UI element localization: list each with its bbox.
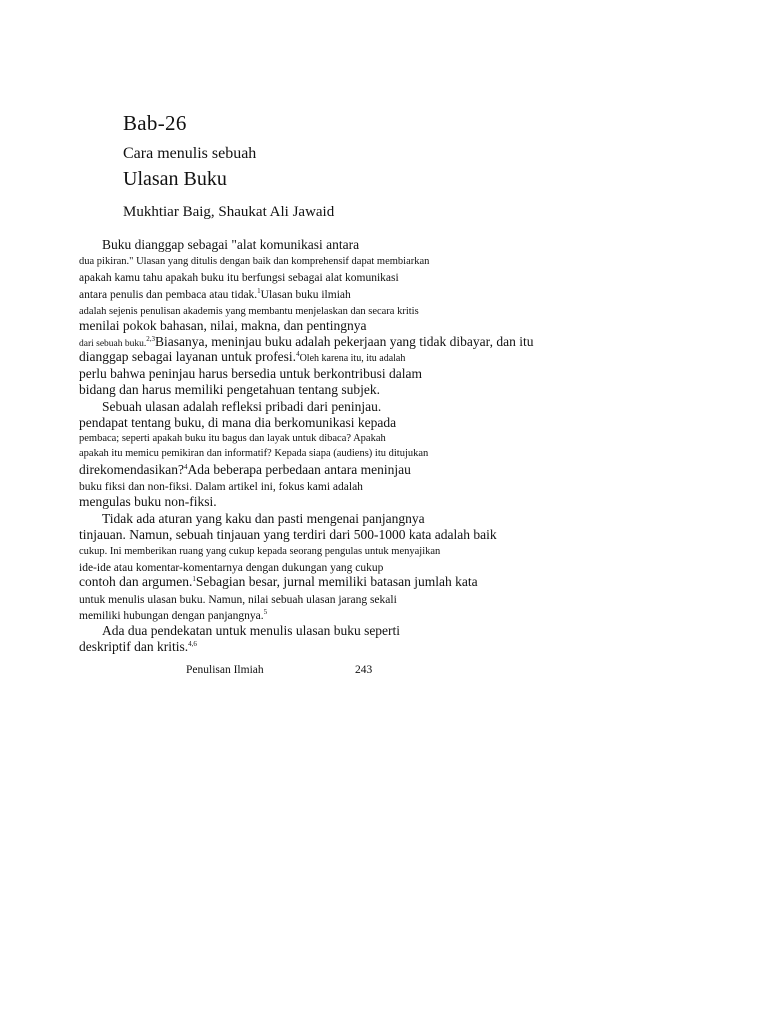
- body-line: dua pikiran." Ulasan yang ditulis dengan baik dan komprehensif dapat membiarkan: [79, 256, 430, 267]
- body-line: antara penulis dan pembaca atau tidak.$^1$Ulasan buku ilmiah: [79, 287, 351, 301]
- body-line: ide-ide atau komentar-komentarnya dengan dukungan yang cukup: [79, 562, 384, 574]
- body-line: perlu bahwa peninjau harus bersedia untuk berkontribusi dalam: [79, 366, 423, 381]
- body-line: apakah itu memicu pemikiran dan informatif? Kepada siapa (audiens) itu ditujukan: [79, 448, 429, 459]
- footer-journal-name: Penulisan Ilmiah: [186, 664, 264, 676]
- citation: 4: [183, 463, 188, 471]
- body-line: pembaca; seperti apakah buku itu bagus dan layak untuk dibaca? Apakah: [79, 433, 386, 444]
- citation: 1: [192, 575, 196, 583]
- body-line: Tidak ada aturan yang kaku dan pasti mengenai panjangnya: [102, 511, 425, 526]
- page-number: 243: [355, 664, 373, 676]
- body-line: memiliki hubungan dengan panjangnya.$^5$: [79, 608, 268, 622]
- body-line: Sebuah ulasan adalah refleksi pribadi dari peninjau.: [102, 399, 382, 414]
- body-line: pendapat tentang buku, di mana dia berkomunikasi kepada: [79, 415, 397, 430]
- article-title: Ulasan Buku: [123, 168, 227, 190]
- body-line: Buku dianggap sebagai "alat komunikasi antara: [102, 237, 360, 252]
- body-line: menilai pokok bahasan, nilai, makna, dan pentingnya: [79, 318, 367, 333]
- body-line: dari sebuah buku.$^{2,3}$Biasanya, meninjau buku adalah pekerjaan yang tidak dibayar, dan itu: [79, 334, 534, 349]
- body-line: bidang dan harus memiliki pengetahuan tentang subjek.: [79, 382, 381, 397]
- body-line: deskriptif dan kritis.$^{4,6}$: [79, 639, 197, 654]
- body-line: untuk menulis ulasan buku. Namun, nilai sebuah ulasan jarang sekali: [79, 594, 397, 606]
- body-line: tinjauan. Namun, sebuah tinjauan yang terdiri dari 500-1000 kata adalah baik: [79, 527, 497, 542]
- body-line: mengulas buku non-fiksi.: [79, 494, 217, 509]
- citation: 2,3: [146, 335, 156, 343]
- body-line: contoh dan argumen.$^1$Sebagian besar, jurnal memiliki batasan jumlah kata: [79, 574, 478, 589]
- chapter-number: Bab-26: [123, 111, 187, 135]
- body-line: Ada dua pendekatan untuk menulis ulasan buku seperti: [102, 623, 401, 638]
- body-line: direkomendasikan?$^4$Ada beberapa perbedaan antara meninjau: [79, 462, 411, 477]
- citation: 4: [296, 350, 300, 358]
- body-line: cukup. Ini memberikan ruang yang cukup kepada seorang pengulas untuk menyajikan: [79, 546, 441, 557]
- citation: 1: [257, 287, 261, 295]
- citation: 4,6: [188, 640, 197, 648]
- body-line: adalah sejenis penulisan akademis yang membantu menjelaskan dan secara kritis: [79, 306, 419, 317]
- body-line: apakah kamu tahu apakah buku itu berfungsi sebagai alat komunikasi: [79, 272, 399, 284]
- article-authors: Mukhtiar Baig, Shaukat Ali Jawaid: [123, 204, 335, 220]
- article-subtitle: Cara menulis sebuah: [123, 145, 257, 162]
- citation: 5: [263, 608, 268, 616]
- body-line: dianggap sebagai layanan untuk profesi.$^4$Oleh karena itu, itu adalah: [79, 349, 406, 364]
- body-line: buku fiksi dan non-fiksi. Dalam artikel ini, fokus kami adalah: [79, 481, 363, 493]
